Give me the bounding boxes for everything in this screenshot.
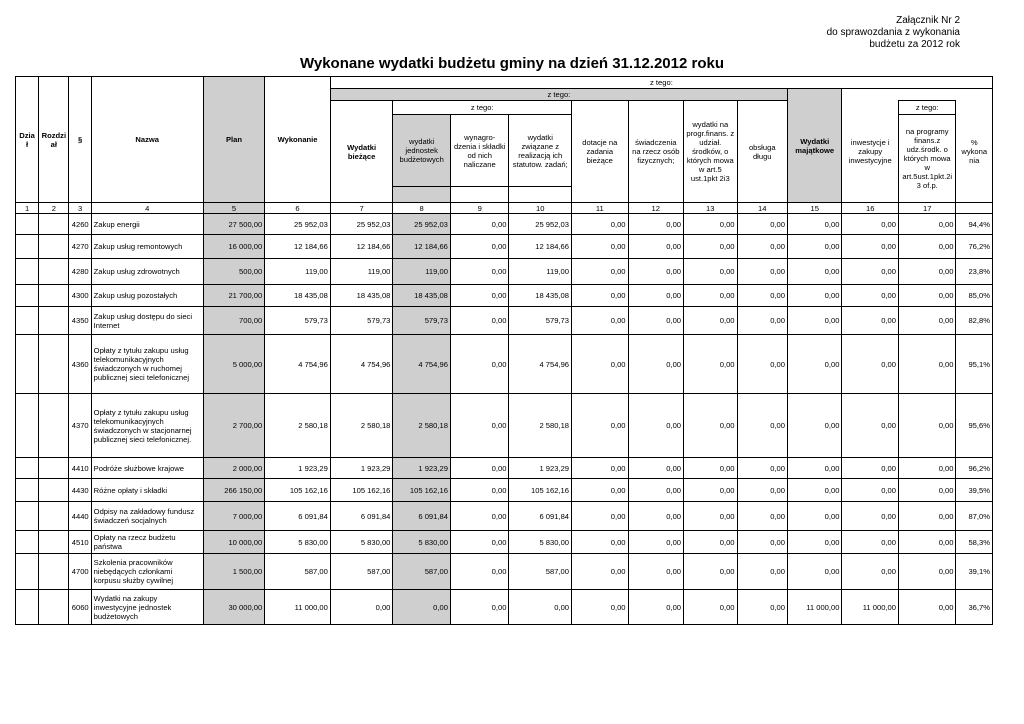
dzial-cell xyxy=(16,335,39,394)
nazwa-cell: Opłaty na rzecz budżetu państwa xyxy=(91,531,203,554)
value-cell: 0,00 xyxy=(450,502,509,531)
paragraf-cell: 4300 xyxy=(69,285,91,307)
paragraf-cell: 6060 xyxy=(69,590,91,625)
paragraf-cell: 4370 xyxy=(69,394,91,458)
value-cell: 0,00 xyxy=(842,502,899,531)
value-cell: 5 830,00 xyxy=(509,531,572,554)
table-body xyxy=(16,214,993,625)
dzial-cell xyxy=(16,479,39,502)
table-row xyxy=(16,554,993,590)
value-cell: 87,0% xyxy=(956,502,993,531)
table-row xyxy=(16,259,993,285)
value-cell: 10 000,00 xyxy=(203,531,265,554)
value-cell: 4 754,96 xyxy=(265,335,331,394)
value-cell: 0,00 xyxy=(572,502,629,531)
col-nazwa: Nazwa xyxy=(91,77,203,203)
rozdzial-cell xyxy=(39,458,69,479)
value-cell: 0,00 xyxy=(898,307,956,335)
value-cell: 0,00 xyxy=(898,214,956,235)
annex-line: do sprawozdania z wykonania xyxy=(826,27,960,38)
rozdzial-cell xyxy=(39,590,69,625)
value-cell: 1 500,00 xyxy=(203,554,265,590)
value-cell: 587,00 xyxy=(509,554,572,590)
value-cell: 0,00 xyxy=(842,285,899,307)
value-cell: 0,00 xyxy=(572,307,629,335)
value-cell: 0,00 xyxy=(684,502,737,531)
value-cell: 11 000,00 xyxy=(265,590,331,625)
group-z-tego: z tego: xyxy=(898,101,956,115)
column-number-row xyxy=(16,203,993,214)
rozdzial-cell xyxy=(39,394,69,458)
value-cell: 0,00 xyxy=(450,394,509,458)
value-cell: 0,00 xyxy=(572,554,629,590)
nazwa-cell: Zakup energii xyxy=(91,214,203,235)
value-cell: 0,00 xyxy=(628,259,684,285)
column-number: 3 xyxy=(69,203,91,214)
value-cell: 25 952,03 xyxy=(265,214,331,235)
value-cell: 0,00 xyxy=(684,590,737,625)
table-row xyxy=(16,235,993,259)
column-number xyxy=(956,203,993,214)
value-cell: 95,1% xyxy=(956,335,993,394)
value-cell: 105 162,16 xyxy=(330,479,393,502)
value-cell: 12 184,66 xyxy=(509,235,572,259)
value-cell: 587,00 xyxy=(330,554,393,590)
value-cell: 0,00 xyxy=(898,554,956,590)
value-cell: 21 700,00 xyxy=(203,285,265,307)
value-cell: 119,00 xyxy=(393,259,451,285)
table-row xyxy=(16,531,993,554)
nazwa-cell: Wydatki na zakupy inwestycyjne jednostek budżetowych xyxy=(91,590,203,625)
col-paragraf: § xyxy=(69,77,91,203)
group-z-tego: z tego: xyxy=(330,89,787,101)
value-cell: 0,00 xyxy=(787,502,841,531)
value-cell: 6 091,84 xyxy=(393,502,451,531)
value-cell: 0,00 xyxy=(737,554,787,590)
column-number: 2 xyxy=(39,203,69,214)
value-cell: 0,00 xyxy=(898,285,956,307)
spacer-cell xyxy=(393,187,451,203)
value-cell: 0,00 xyxy=(572,479,629,502)
table-row xyxy=(16,590,993,625)
column-number: 14 xyxy=(737,203,787,214)
value-cell: 2 580,18 xyxy=(330,394,393,458)
value-cell: 0,00 xyxy=(684,458,737,479)
value-cell: 76,2% xyxy=(956,235,993,259)
value-cell: 0,00 xyxy=(787,259,841,285)
col-statutowe: wydatki związane z realizacją ich statutow. zadań; xyxy=(509,115,572,187)
paragraf-cell: 4700 xyxy=(69,554,91,590)
value-cell: 0,00 xyxy=(787,394,841,458)
value-cell: 2 580,18 xyxy=(509,394,572,458)
paragraf-cell: 4260 xyxy=(69,214,91,235)
value-cell: 579,73 xyxy=(330,307,393,335)
nazwa-cell: Odpisy na zakładowy fundusz świadczeń socjalnych xyxy=(91,502,203,531)
value-cell: 4 754,96 xyxy=(330,335,393,394)
nazwa-cell: Różne opłaty i składki xyxy=(91,479,203,502)
value-cell: 27 500,00 xyxy=(203,214,265,235)
rozdzial-cell xyxy=(39,531,69,554)
value-cell: 0,00 xyxy=(450,214,509,235)
paragraf-cell: 4350 xyxy=(69,307,91,335)
annex-line: budżetu za 2012 rok xyxy=(869,39,960,50)
value-cell: 119,00 xyxy=(330,259,393,285)
value-cell: 6 091,84 xyxy=(330,502,393,531)
col-dotacje: dotacje na zadania bieżące xyxy=(572,101,629,203)
value-cell: 5 830,00 xyxy=(330,531,393,554)
dzial-cell xyxy=(16,531,39,554)
col-inwestycje: inwestycje i zakupy inwestycyjne xyxy=(842,101,899,203)
value-cell: 0,00 xyxy=(572,458,629,479)
value-cell: 36,7% xyxy=(956,590,993,625)
value-cell: 0,00 xyxy=(737,531,787,554)
value-cell: 95,6% xyxy=(956,394,993,458)
value-cell: 0,00 xyxy=(450,554,509,590)
value-cell: 579,73 xyxy=(265,307,331,335)
value-cell: 39,1% xyxy=(956,554,993,590)
value-cell: 7 000,00 xyxy=(203,502,265,531)
paragraf-cell: 4510 xyxy=(69,531,91,554)
col-rozdzial: Rozdzi ał xyxy=(39,77,69,203)
col-progr-finans: wydatki na progr.finans. z udział. środków, o których mowa w art.5 ust.1pkt 2i3 xyxy=(684,101,737,203)
value-cell: 0,00 xyxy=(628,479,684,502)
value-cell: 18 435,08 xyxy=(509,285,572,307)
value-cell: 4 754,96 xyxy=(509,335,572,394)
col-plan: Plan xyxy=(203,77,265,203)
value-cell: 0,00 xyxy=(787,235,841,259)
dzial-cell xyxy=(16,307,39,335)
value-cell: 12 184,66 xyxy=(265,235,331,259)
value-cell: 6 091,84 xyxy=(509,502,572,531)
value-cell: 0,00 xyxy=(787,307,841,335)
value-cell: 0,00 xyxy=(628,554,684,590)
value-cell: 0,00 xyxy=(898,335,956,394)
table-row xyxy=(16,214,993,235)
nazwa-cell: Zakup usług pozostałych xyxy=(91,285,203,307)
value-cell: 0,00 xyxy=(450,285,509,307)
col-obsluga: obsługa długu xyxy=(737,101,787,203)
value-cell: 0,00 xyxy=(450,235,509,259)
paragraf-cell: 4430 xyxy=(69,479,91,502)
table-row xyxy=(16,458,993,479)
value-cell: 11 000,00 xyxy=(842,590,899,625)
value-cell: 0,00 xyxy=(898,479,956,502)
value-cell: 0,00 xyxy=(684,235,737,259)
value-cell: 700,00 xyxy=(203,307,265,335)
annex-note xyxy=(827,15,960,51)
col-wynagrodzenia: wynagro-dzenia i składki od nich naliczane xyxy=(450,115,509,187)
table-row xyxy=(16,502,993,531)
value-cell: 0,00 xyxy=(898,259,956,285)
value-cell: 96,2% xyxy=(956,458,993,479)
nazwa-cell: Zakup usług dostępu do sieci Internet xyxy=(91,307,203,335)
dzial-cell xyxy=(16,214,39,235)
value-cell: 0,00 xyxy=(572,394,629,458)
value-cell: 5 000,00 xyxy=(203,335,265,394)
value-cell: 0,00 xyxy=(330,590,393,625)
value-cell: 0,00 xyxy=(684,394,737,458)
col-dzial: Dzia ł xyxy=(16,77,39,203)
value-cell: 0,00 xyxy=(737,307,787,335)
table-row xyxy=(16,285,993,307)
value-cell: 6 091,84 xyxy=(265,502,331,531)
value-cell: 0,00 xyxy=(684,214,737,235)
value-cell: 1 923,29 xyxy=(393,458,451,479)
value-cell: 0,00 xyxy=(684,479,737,502)
dzial-cell xyxy=(16,590,39,625)
dzial-cell xyxy=(16,235,39,259)
value-cell: 0,00 xyxy=(628,502,684,531)
value-cell: 0,00 xyxy=(787,479,841,502)
col-swiadczenia: świadczenia na rzecz osób fizycznych; xyxy=(628,101,684,203)
value-cell: 39,5% xyxy=(956,479,993,502)
value-cell: 0,00 xyxy=(684,307,737,335)
value-cell: 579,73 xyxy=(509,307,572,335)
value-cell: 0,00 xyxy=(684,531,737,554)
dzial-cell xyxy=(16,285,39,307)
table-row xyxy=(16,394,993,458)
column-number: 1 xyxy=(16,203,39,214)
value-cell: 0,00 xyxy=(842,235,899,259)
page-title: Wykonane wydatki budżetu gminy na dzień 31.12.2012 roku xyxy=(299,55,724,72)
value-cell: 587,00 xyxy=(265,554,331,590)
value-cell: 119,00 xyxy=(509,259,572,285)
table-row xyxy=(16,335,993,394)
value-cell: 0,00 xyxy=(737,335,787,394)
nazwa-cell: Opłaty z tytułu zakupu usług telekomunikacyjnych świadczonych w stacjonarnej publicznej sieci telefonicznej. xyxy=(91,394,203,458)
value-cell: 0,00 xyxy=(628,335,684,394)
value-cell: 0,00 xyxy=(737,479,787,502)
spacer-cell xyxy=(509,187,572,203)
rozdzial-cell xyxy=(39,285,69,307)
column-number: 4 xyxy=(91,203,203,214)
rozdzial-cell xyxy=(39,335,69,394)
value-cell: 0,00 xyxy=(898,458,956,479)
value-cell: 0,00 xyxy=(450,531,509,554)
value-cell: 0,00 xyxy=(737,502,787,531)
value-cell: 18 435,08 xyxy=(330,285,393,307)
value-cell: 0,00 xyxy=(898,531,956,554)
value-cell: 5 830,00 xyxy=(265,531,331,554)
paragraf-cell: 4440 xyxy=(69,502,91,531)
value-cell: 1 923,29 xyxy=(509,458,572,479)
value-cell: 0,00 xyxy=(898,502,956,531)
value-cell: 0,00 xyxy=(509,590,572,625)
value-cell: 266 150,00 xyxy=(203,479,265,502)
col-procent: % wykona nia xyxy=(956,101,993,203)
value-cell: 0,00 xyxy=(787,285,841,307)
paragraf-cell: 4280 xyxy=(69,259,91,285)
column-number: 5 xyxy=(203,203,265,214)
rozdzial-cell xyxy=(39,307,69,335)
value-cell: 0,00 xyxy=(628,590,684,625)
value-cell: 2 700,00 xyxy=(203,394,265,458)
column-number: 10 xyxy=(509,203,572,214)
value-cell: 579,73 xyxy=(393,307,451,335)
dzial-cell xyxy=(16,502,39,531)
value-cell: 0,00 xyxy=(737,458,787,479)
value-cell: 2 580,18 xyxy=(265,394,331,458)
nazwa-cell: Opłaty z tytułu zakupu usług telekomunikacyjnych świadczonych w ruchomej publicznej sieci telefonicznej xyxy=(91,335,203,394)
column-number: 7 xyxy=(330,203,393,214)
value-cell: 4 754,96 xyxy=(393,335,451,394)
column-number: 11 xyxy=(572,203,629,214)
column-number: 6 xyxy=(265,203,331,214)
paragraf-cell: 4410 xyxy=(69,458,91,479)
col-jednostek: wydatki jednostek budżetowych xyxy=(393,115,451,187)
value-cell: 94,4% xyxy=(956,214,993,235)
value-cell: 0,00 xyxy=(842,394,899,458)
column-number: 9 xyxy=(450,203,509,214)
column-number: 17 xyxy=(898,203,956,214)
value-cell: 105 162,16 xyxy=(265,479,331,502)
value-cell: 30 000,00 xyxy=(203,590,265,625)
value-cell: 0,00 xyxy=(572,590,629,625)
value-cell: 0,00 xyxy=(842,479,899,502)
value-cell: 587,00 xyxy=(393,554,451,590)
column-number: 13 xyxy=(684,203,737,214)
value-cell: 16 000,00 xyxy=(203,235,265,259)
value-cell: 1 923,29 xyxy=(265,458,331,479)
value-cell: 0,00 xyxy=(628,458,684,479)
value-cell: 0,00 xyxy=(628,307,684,335)
value-cell: 25 952,03 xyxy=(393,214,451,235)
value-cell: 0,00 xyxy=(898,235,956,259)
value-cell: 119,00 xyxy=(265,259,331,285)
col-wykonanie: Wykonanie xyxy=(265,77,331,203)
value-cell: 0,00 xyxy=(842,458,899,479)
value-cell: 0,00 xyxy=(628,235,684,259)
value-cell: 0,00 xyxy=(572,259,629,285)
value-cell: 0,00 xyxy=(450,307,509,335)
value-cell: 12 184,66 xyxy=(330,235,393,259)
value-cell: 0,00 xyxy=(737,214,787,235)
value-cell: 0,00 xyxy=(842,214,899,235)
value-cell: 0,00 xyxy=(842,531,899,554)
value-cell: 0,00 xyxy=(628,285,684,307)
value-cell: 0,00 xyxy=(572,235,629,259)
value-cell: 0,00 xyxy=(737,590,787,625)
column-number: 16 xyxy=(842,203,899,214)
value-cell: 58,3% xyxy=(956,531,993,554)
value-cell: 23,8% xyxy=(956,259,993,285)
value-cell: 85,0% xyxy=(956,285,993,307)
paragraf-cell: 4270 xyxy=(69,235,91,259)
value-cell: 0,00 xyxy=(450,259,509,285)
col-programy: na programy finans.z udz.środk. o których mowa w art.5ust.1pkt.2i 3 of.p. xyxy=(898,115,956,203)
value-cell: 0,00 xyxy=(450,590,509,625)
value-cell: 0,00 xyxy=(684,335,737,394)
value-cell: 105 162,16 xyxy=(393,479,451,502)
rozdzial-cell xyxy=(39,554,69,590)
value-cell: 0,00 xyxy=(628,214,684,235)
value-cell: 12 184,66 xyxy=(393,235,451,259)
value-cell: 0,00 xyxy=(787,335,841,394)
table-row xyxy=(16,307,993,335)
value-cell: 0,00 xyxy=(684,554,737,590)
nazwa-cell: Szkolenia pracowników niebędących członkami korpusu służby cywilnej xyxy=(91,554,203,590)
value-cell: 0,00 xyxy=(737,394,787,458)
value-cell: 0,00 xyxy=(737,259,787,285)
value-cell: 0,00 xyxy=(842,307,899,335)
value-cell: 105 162,16 xyxy=(509,479,572,502)
value-cell: 0,00 xyxy=(898,394,956,458)
value-cell: 0,00 xyxy=(737,285,787,307)
value-cell: 0,00 xyxy=(450,335,509,394)
rozdzial-cell xyxy=(39,259,69,285)
rozdzial-cell xyxy=(39,214,69,235)
value-cell: 0,00 xyxy=(787,458,841,479)
rozdzial-cell xyxy=(39,502,69,531)
value-cell: 0,00 xyxy=(842,259,899,285)
column-number: 8 xyxy=(393,203,451,214)
value-cell: 0,00 xyxy=(787,214,841,235)
col-wydatki-biezace: Wydatki bieżące xyxy=(330,101,393,203)
value-cell: 2 580,18 xyxy=(393,394,451,458)
value-cell: 5 830,00 xyxy=(393,531,451,554)
dzial-cell xyxy=(16,554,39,590)
value-cell: 18 435,08 xyxy=(393,285,451,307)
nazwa-cell: Zakup usług zdrowotnych xyxy=(91,259,203,285)
annex-line: Załącznik Nr 2 xyxy=(896,15,960,26)
column-number: 12 xyxy=(628,203,684,214)
dzial-cell xyxy=(16,458,39,479)
value-cell: 500,00 xyxy=(203,259,265,285)
nazwa-cell: Podróże służbowe krajowe xyxy=(91,458,203,479)
nazwa-cell: Zakup usług remontowych xyxy=(91,235,203,259)
value-cell: 0,00 xyxy=(450,458,509,479)
group-z-tego-empty xyxy=(842,89,993,101)
value-cell: 1 923,29 xyxy=(330,458,393,479)
value-cell: 82,8% xyxy=(956,307,993,335)
table-row xyxy=(16,479,993,502)
value-cell: 0,00 xyxy=(684,285,737,307)
value-cell: 25 952,03 xyxy=(509,214,572,235)
value-cell: 0,00 xyxy=(572,285,629,307)
value-cell: 0,00 xyxy=(842,335,899,394)
group-z-tego: z tego: xyxy=(330,77,992,89)
column-number: 15 xyxy=(787,203,841,214)
rozdzial-cell xyxy=(39,479,69,502)
col-majatkowe: Wydatki majątkowe xyxy=(787,89,841,203)
spacer-cell xyxy=(450,187,509,203)
value-cell: 0,00 xyxy=(393,590,451,625)
value-cell: 0,00 xyxy=(572,531,629,554)
value-cell: 0,00 xyxy=(572,335,629,394)
dzial-cell xyxy=(16,394,39,458)
value-cell: 0,00 xyxy=(842,554,899,590)
dzial-cell xyxy=(16,259,39,285)
value-cell: 18 435,08 xyxy=(265,285,331,307)
value-cell: 0,00 xyxy=(572,214,629,235)
value-cell: 0,00 xyxy=(450,479,509,502)
value-cell: 11 000,00 xyxy=(787,590,841,625)
value-cell: 0,00 xyxy=(684,259,737,285)
budget-table xyxy=(15,76,993,625)
group-z-tego: z tego: xyxy=(393,101,572,115)
paragraf-cell: 4360 xyxy=(69,335,91,394)
value-cell: 0,00 xyxy=(628,531,684,554)
rozdzial-cell xyxy=(39,235,69,259)
value-cell: 0,00 xyxy=(898,590,956,625)
value-cell: 0,00 xyxy=(787,554,841,590)
value-cell: 0,00 xyxy=(628,394,684,458)
value-cell: 0,00 xyxy=(787,531,841,554)
value-cell: 2 000,00 xyxy=(203,458,265,479)
value-cell: 25 952,03 xyxy=(330,214,393,235)
value-cell: 0,00 xyxy=(737,235,787,259)
